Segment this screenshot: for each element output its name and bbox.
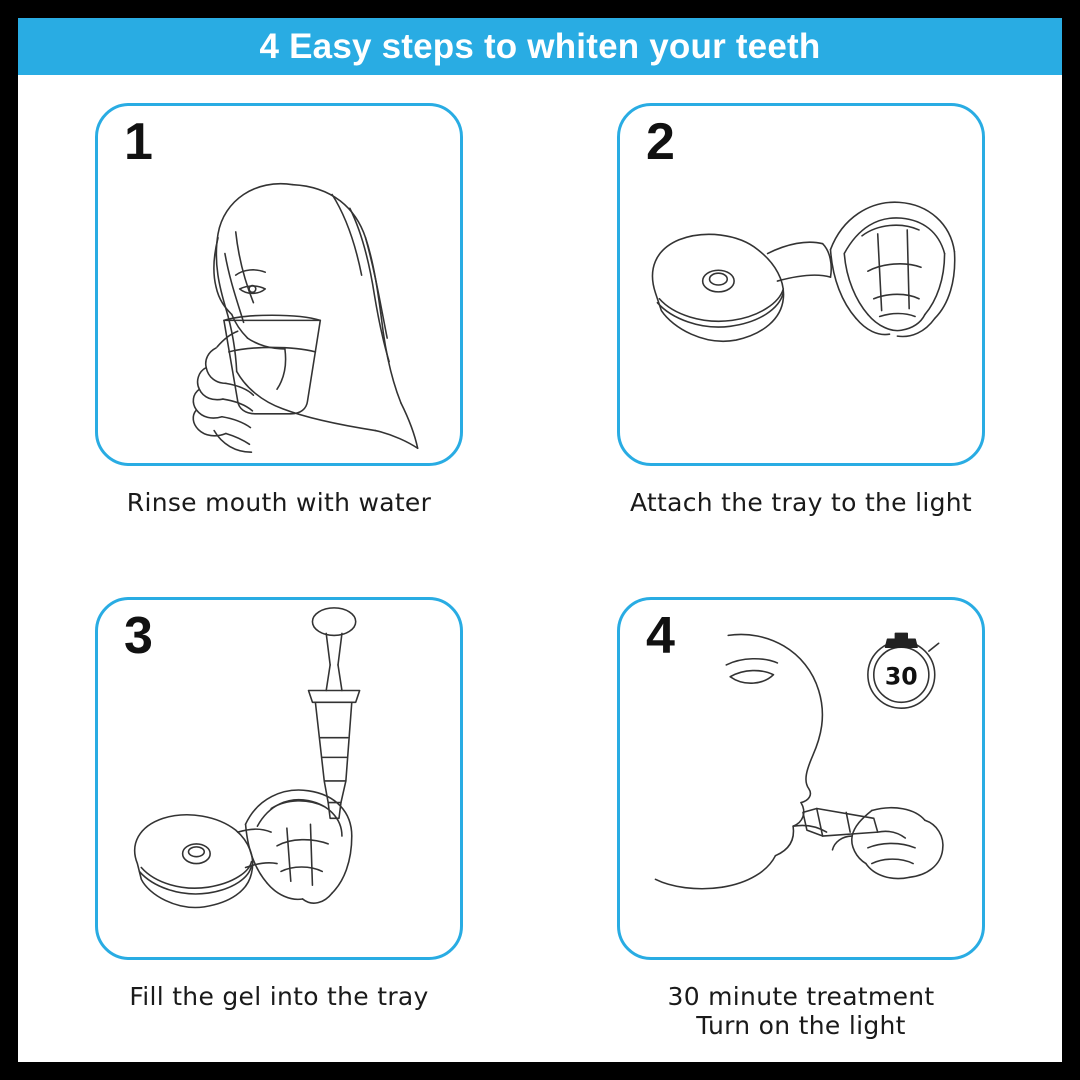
step-3-caption bbox=[129, 982, 428, 1012]
timer-value: 30 bbox=[884, 662, 918, 691]
step-4-caption bbox=[668, 982, 935, 1041]
step-4-caption-line2: Turn on the light bbox=[696, 1011, 906, 1040]
step-1-caption-line1: Rinse mouth with water bbox=[126, 488, 432, 517]
step-3-number: 3 bbox=[124, 606, 153, 665]
step-4-number: 4 bbox=[646, 606, 675, 665]
header-banner bbox=[18, 18, 1062, 75]
step-2-caption bbox=[630, 488, 972, 518]
step-3-caption-line1: Fill the gel into the tray bbox=[129, 981, 429, 1011]
step-2-number: 2 bbox=[646, 113, 675, 171]
step-4-caption-line1: 30 minute treatment bbox=[667, 981, 935, 1011]
step-4 bbox=[540, 569, 1062, 1063]
step-1-caption bbox=[127, 488, 431, 518]
woman-drinking-water-icon bbox=[98, 106, 460, 463]
gel-syringe-into-tray-icon bbox=[98, 600, 460, 957]
led-light-and-tray-icon bbox=[620, 106, 982, 463]
steps-grid bbox=[18, 75, 1062, 1062]
step-1 bbox=[18, 75, 540, 569]
step-2-card bbox=[617, 103, 985, 466]
step-3-card bbox=[95, 597, 463, 960]
page-title: 4 Easy steps to whiten your teeth bbox=[259, 27, 821, 66]
step-2-caption-line1: Attach the tray to the light bbox=[629, 488, 973, 517]
step-1-card bbox=[95, 103, 463, 466]
step-2 bbox=[540, 75, 1062, 569]
instruction-sheet bbox=[18, 18, 1062, 1062]
face-with-tray-and-timer-icon bbox=[620, 600, 982, 957]
step-1-number: 1 bbox=[124, 113, 153, 171]
step-3 bbox=[18, 569, 540, 1063]
step-4-card bbox=[617, 597, 985, 960]
